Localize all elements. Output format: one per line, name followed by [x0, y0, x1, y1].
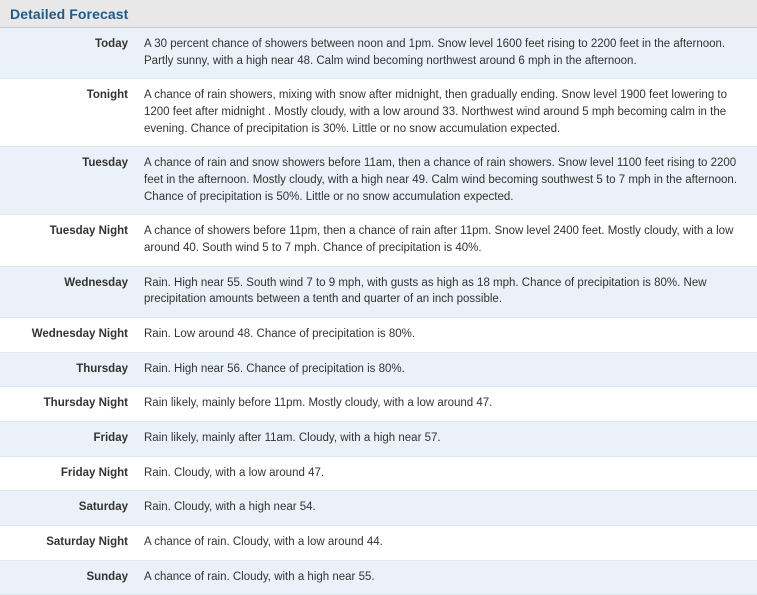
- forecast-period-text: Rain likely, mainly after 11am. Cloudy, with a high near 57.: [136, 422, 757, 457]
- table-row: [0, 318, 757, 353]
- table-row: [0, 526, 757, 561]
- forecast-period-text: Rain. Cloudy, with a high near 54.: [136, 491, 757, 526]
- forecast-period-text: A chance of showers before 11pm, then a chance of rain after 11pm. Snow level 2400 feet. Mostly cloudy, with a low around 40. South wind 5 to 7 mph. Chance of precipitation is 40%.: [136, 215, 757, 266]
- table-row: [0, 266, 757, 317]
- forecast-period-label: Thursday Night: [0, 387, 136, 422]
- forecast-table: [0, 28, 757, 595]
- table-row: [0, 352, 757, 387]
- forecast-period-label: Saturday Night: [0, 526, 136, 561]
- forecast-period-text: Rain. High near 55. South wind 7 to 9 mph, with gusts as high as 18 mph. Chance of precipitation is 80%. New precipitation amounts between a tenth and quarter of an inch possible.: [136, 266, 757, 317]
- table-row: [0, 560, 757, 595]
- table-row: [0, 79, 757, 147]
- table-row: [0, 422, 757, 457]
- table-row: [0, 387, 757, 422]
- forecast-period-text: Rain. Low around 48. Chance of precipitation is 80%.: [136, 318, 757, 353]
- forecast-period-label: Tonight: [0, 79, 136, 147]
- forecast-period-text: A 30 percent chance of showers between noon and 1pm. Snow level 1600 feet rising to 2200 feet in the afternoon. Partly sunny, with a high near 48. Calm wind becoming northwest around 6 mph in the afternoon.: [136, 28, 757, 79]
- forecast-period-text: Rain. Cloudy, with a low around 47.: [136, 456, 757, 491]
- forecast-period-label: Wednesday: [0, 266, 136, 317]
- forecast-period-label: Sunday: [0, 560, 136, 595]
- forecast-period-label: Wednesday Night: [0, 318, 136, 353]
- forecast-period-label: Thursday: [0, 352, 136, 387]
- panel-header: [0, 0, 757, 28]
- forecast-period-label: Tuesday Night: [0, 215, 136, 266]
- forecast-table-body: [0, 28, 757, 595]
- forecast-period-text: A chance of rain showers, mixing with snow after midnight, then gradually ending. Snow level 1900 feet lowering to 1200 feet after midnight . Mostly cloudy, with a low around 33. Northwest wind around 5 mph becoming calm in the evening. Chance of precipitation is 30%. Little or no snow accumulation expected.: [136, 79, 757, 147]
- forecast-period-text: A chance of rain and snow showers before 11am, then a chance of rain showers. Snow level 1100 feet rising to 2200 feet in the afternoon. Mostly cloudy, with a high near 49. Calm wind becoming southwest 5 to 7 mph in the afternoon. Chance of precipitation is 50%. Little or no snow accumulation expected.: [136, 147, 757, 215]
- table-row: [0, 456, 757, 491]
- forecast-period-text: A chance of rain. Cloudy, with a high near 55.: [136, 560, 757, 595]
- table-row: [0, 147, 757, 215]
- table-row: [0, 491, 757, 526]
- forecast-period-text: A chance of rain. Cloudy, with a low around 44.: [136, 526, 757, 561]
- forecast-period-label: Friday: [0, 422, 136, 457]
- forecast-period-text: Rain likely, mainly before 11pm. Mostly cloudy, with a low around 47.: [136, 387, 757, 422]
- table-row: [0, 28, 757, 79]
- forecast-period-label: Today: [0, 28, 136, 79]
- forecast-period-label: Saturday: [0, 491, 136, 526]
- forecast-period-text: Rain. High near 56. Chance of precipitation is 80%.: [136, 352, 757, 387]
- table-row: [0, 215, 757, 266]
- forecast-period-label: Tuesday: [0, 147, 136, 215]
- page-title: Detailed Forecast: [10, 6, 129, 22]
- forecast-period-label: Friday Night: [0, 456, 136, 491]
